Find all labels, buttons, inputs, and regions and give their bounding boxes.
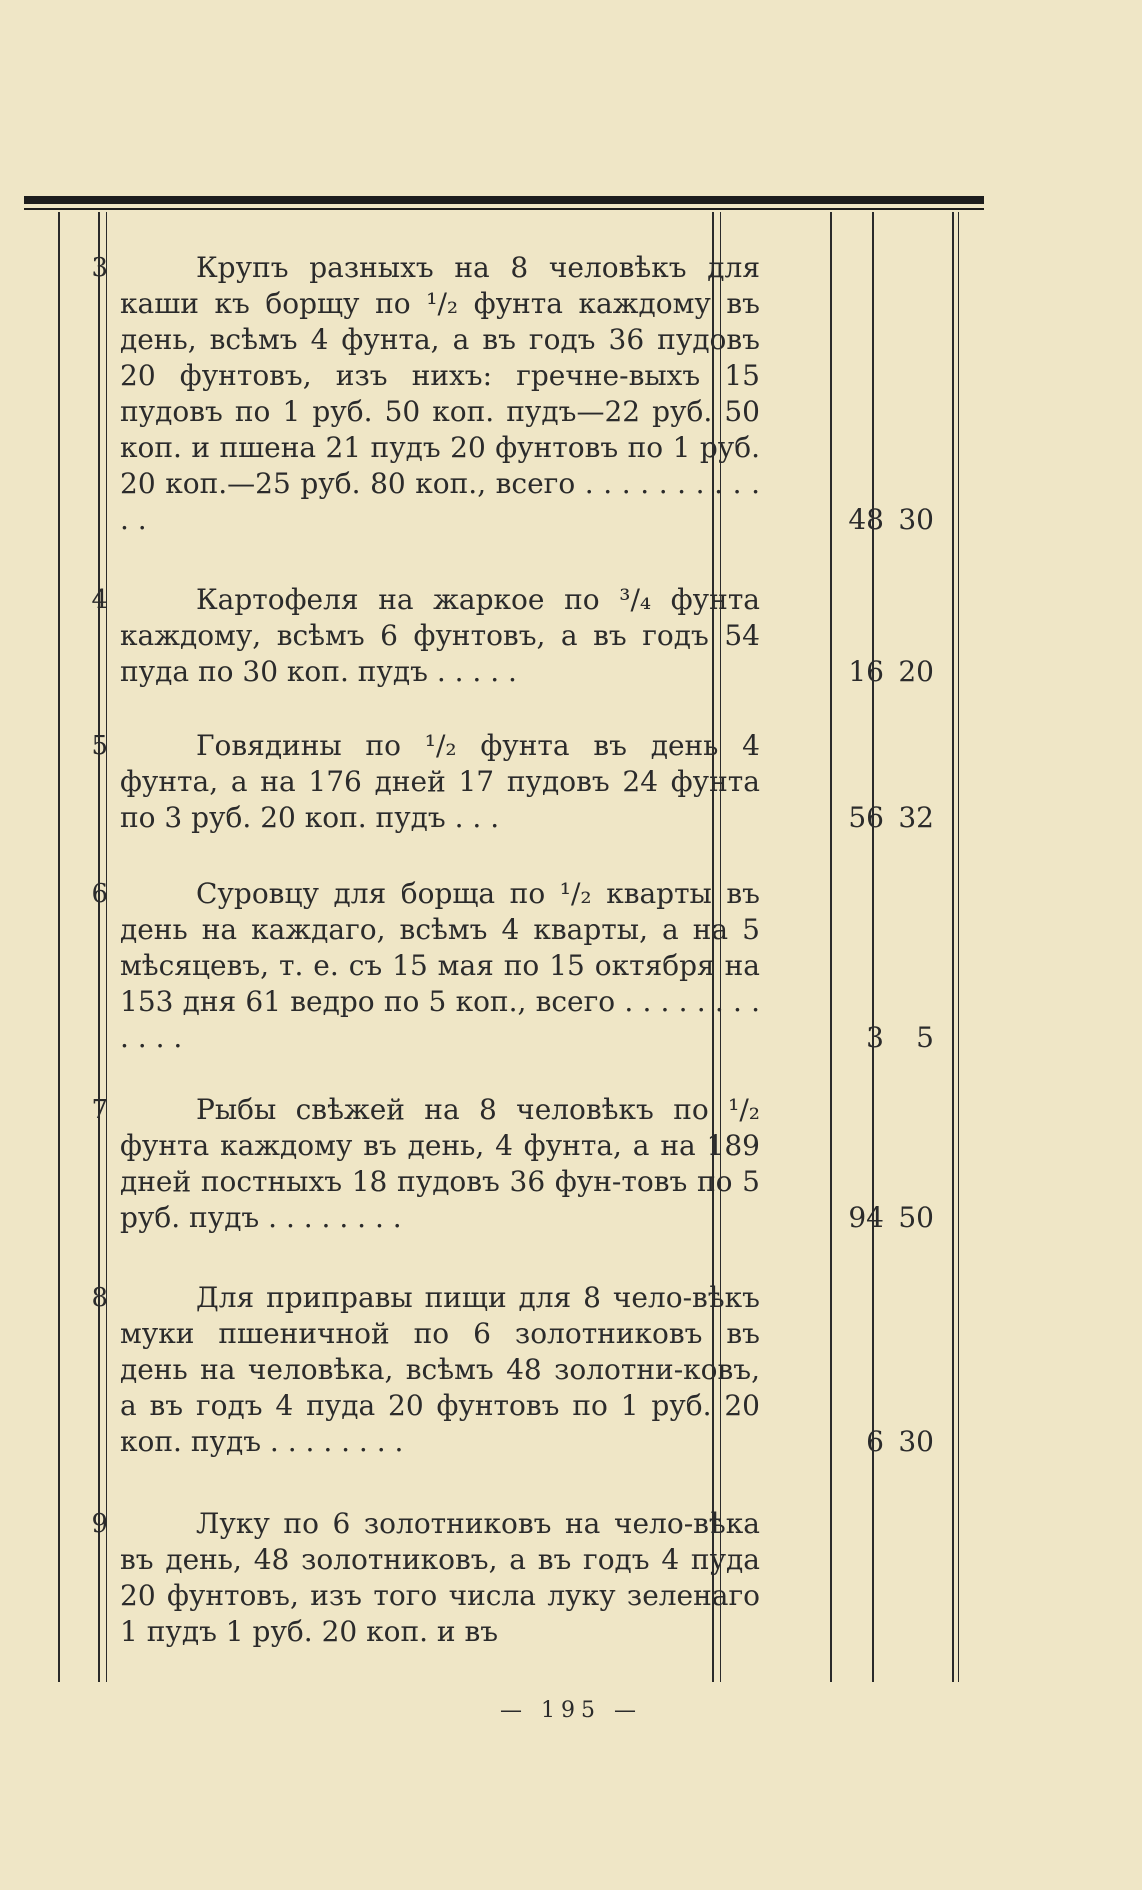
entry-description bbox=[120, 876, 760, 1056]
amount-kopecks: 30 bbox=[898, 503, 934, 536]
entry-text: Рыбы свѣжей на 8 человѣкъ по ¹/₂ фунта каждому въ день, 4 фунта, а на 189 дней постныхъ 18 пудовъ 36 фун-товъ по 5 руб. пудъ . . . . . . . . bbox=[120, 1093, 760, 1234]
entry-number: 4 bbox=[91, 585, 108, 615]
ledger-table bbox=[56, 250, 956, 1680]
entry-text: Для приправы пищи для 8 чело-вѣкъ муки пшеничной по 6 золотниковъ въ день на человѣка, всѣмъ 48 золотни-ковъ, а въ годъ 4 пуда 20 фунтовъ по 1 руб. 20 коп. пудъ . . . . . . . . bbox=[120, 1281, 760, 1458]
entry-text: Крупъ разныхъ на 8 человѣкъ для каши къ борщу по ¹/₂ фунта каждому въ день, всѣмъ 4 фунта, а въ годъ 36 пудовъ 20 фунтовъ, изъ нихъ: гречне-выхъ 15 пудовъ по 1 руб. 50 коп. пудъ—22 руб. 50 коп. и пшена 21 пудъ 20 фунтовъ по 1 руб. 20 коп.—25 руб. 80 коп., всего . . . . . . . . . . . . bbox=[120, 251, 760, 536]
entry-text: Картофеля на жаркое по ³/₄ фунта каждому, всѣмъ 6 фунтовъ, а въ годъ 54 пуда по 30 коп. пудъ . . . . . bbox=[120, 583, 760, 688]
amount-kopecks: 50 bbox=[898, 1201, 934, 1234]
amount-kopecks: 30 bbox=[898, 1425, 934, 1458]
table-line-right-inner bbox=[958, 212, 959, 1682]
amount-rubles: 48 bbox=[848, 503, 884, 536]
amount-kopecks: 20 bbox=[898, 655, 934, 688]
entry-description bbox=[120, 250, 760, 538]
entry-description bbox=[120, 1506, 760, 1650]
entry-number: 5 bbox=[91, 731, 108, 761]
top-rule-thin bbox=[24, 208, 984, 210]
amount-kopecks: 32 bbox=[898, 801, 934, 834]
entry-text: Суровцу для борща по ¹/₂ кварты въ день на каждаго, всѣмъ 4 кварты, а на 5 мѣсяцевъ, т. е. съ 15 мая по 15 октября на 153 дня 61 ведро по 5 коп., всего . . . . . . . . . . . . bbox=[120, 877, 760, 1054]
entry-text: Говядины по ¹/₂ фунта въ день 4 фунта, а на 176 дней 17 пудовъ 24 фунта по 3 руб. 20 коп. пудъ . . . bbox=[120, 729, 760, 834]
entry-description bbox=[120, 582, 760, 690]
entry-text: Луку по 6 золотниковъ на чело-вѣка въ день, 48 золотниковъ, а въ годъ 4 пуда 20 фунтовъ, изъ того числа луку зеленаго 1 пудъ 1 руб. 20 коп. и въ bbox=[120, 1507, 760, 1648]
entry-description bbox=[120, 728, 760, 836]
entry-number: 7 bbox=[91, 1095, 108, 1125]
amount-rubles: 16 bbox=[848, 655, 884, 688]
amount-rubles: 3 bbox=[866, 1021, 884, 1054]
entry-description bbox=[120, 1280, 760, 1460]
amount-kopecks: 5 bbox=[916, 1021, 934, 1054]
entry-number: 3 bbox=[91, 253, 108, 283]
top-rule bbox=[24, 196, 984, 204]
entry-number: 8 bbox=[91, 1283, 108, 1313]
page-number: — 195 — bbox=[500, 1698, 642, 1723]
amount-rubles: 56 bbox=[848, 801, 884, 834]
entry-description bbox=[120, 1092, 760, 1236]
entry-number: 9 bbox=[91, 1509, 108, 1539]
amount-rubles: 6 bbox=[866, 1425, 884, 1458]
entry-number: 6 bbox=[91, 879, 108, 909]
amount-rubles: 94 bbox=[848, 1201, 884, 1234]
